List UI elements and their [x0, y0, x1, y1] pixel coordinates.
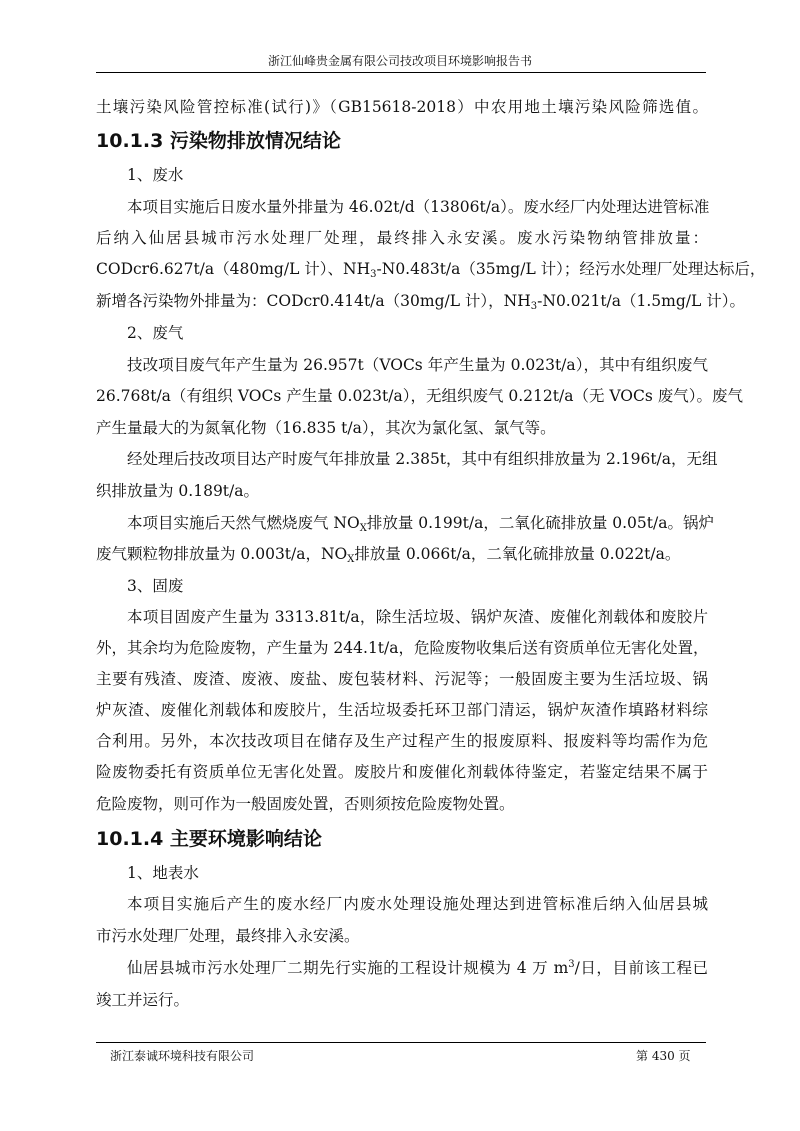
- paragraph-line: 技改项目废气年产生量为 26.957t（VOCs 年产生量为 0.023t/a），其中有组织废气: [127, 356, 708, 374]
- paragraph-line: 险废物委托有资质单位无害化处置。废胶片和废催化剂载体待鉴定，若鉴定结果不属于: [96, 763, 708, 781]
- subsection-label-wastewater: 1、废水: [127, 166, 184, 184]
- section-heading-10-1-3: 10.1.3 污染物排放情况结论: [96, 130, 341, 152]
- page-number: 第 430 页: [636, 1049, 691, 1063]
- paragraph-line: 后纳入仙居县城市污水处理厂处理，最终排入永安溪。废水污染物纳管排放量：: [96, 229, 708, 247]
- paragraph-line: 主要有残渣、废渣、废液、废盐、废包装材料、污泥等；一般固废主要为生活垃圾、锅: [96, 670, 708, 688]
- footer-company: 浙江泰诚环境科技有限公司: [110, 1049, 255, 1063]
- paragraph-line: 土壤污染风险管控标准(试行)》（GB15618-2018）中农用地土壤污染风险筛选值。: [96, 98, 708, 116]
- subsection-label-surface-water: 1、地表水: [127, 864, 199, 882]
- footer-divider: [96, 1042, 706, 1043]
- paragraph-line: 市污水处理厂处理，最终排入永安溪。: [96, 927, 360, 945]
- paragraph-line: 竣工并运行。: [96, 991, 190, 1009]
- paragraph-line: 合利用。另外，本次技改项目在储存及生产过程产生的报废原料、报废料等均需作为危: [96, 732, 708, 750]
- paragraph-line: 26.768t/a（有组织 VOCs 产生量 0.023t/a），无组织废气 0.212t/a（无 VOCs 废气）。废气: [96, 387, 744, 405]
- paragraph-line: 危险废物，则可作为一般固废处置，否则须按危险废物处置。: [96, 795, 515, 813]
- paragraph-line: 新增各污染物外排量为：CODcr0.414t/a（30mg/L 计），$NH_3-N0.021t/a(1.5mg/L$ 计）。: [96, 292, 745, 312]
- paragraph-line: 本项目实施后日废水量外排量为 46.02t/d（13806t/a）。废水经厂内处理达进管标准: [127, 198, 710, 216]
- subsection-label-solid-waste: 3、固废: [127, 577, 184, 595]
- paragraph-line: 本项目实施后产生的废水经厂内废水处理设施处理达到进管标准后纳入仙居县城: [127, 895, 708, 913]
- subsection-label-exhaust-gas: 2、废气: [127, 324, 184, 342]
- section-heading-10-1-4: 10.1.4 主要环境影响结论: [96, 828, 322, 850]
- paragraph-line: 本项目固废产生量为 3313.81t/a，除生活垃圾、锅炉灰渣、废催化剂载体和废胶片: [127, 608, 708, 626]
- running-header: 浙江仙峰贵金属有限公司技改项目环境影响报告书: [267, 54, 532, 68]
- paragraph-line: CODcr6.627t/a（480mg/L 计）、$NH_3-N0.483t/a(35mg/L$ 计）；经污水处理厂处理达标后，: [96, 260, 766, 280]
- paragraph-line: 外，其余均为危险废物，产生量为 244.1t/a，危险废物收集后送有资质单位无害化处置，: [96, 639, 709, 657]
- paragraph-line: 废气颗粒物排放量为 0.003t/a，$NO_X$排放量 0.066t/a，二氧化硫排放量 0.022t/a。: [96, 545, 681, 565]
- header-divider: [96, 72, 706, 73]
- paragraph-line: 炉灰渣、废催化剂载体和废胶片，生活垃圾委托环卫部门清运，锅炉灰渣作填路材料综: [96, 701, 708, 719]
- paragraph-line: 本项目实施后天然气燃烧废气 $NO_X$排放量 0.199t/a，二氧化硫排放量 0.05t/a。锅炉: [127, 514, 714, 534]
- paragraph-line: 产生量最大的为氮氧化物（16.835 t/a），其次为氯化氢、氯气等。: [96, 419, 556, 437]
- paragraph-line: 织排放量为 0.189t/a。: [96, 482, 259, 500]
- paragraph-line: 经处理后技改项目达产时废气年排放量 2.385t，其中有组织排放量为 2.196t/a，无组: [127, 450, 718, 468]
- paragraph-line: 仙居县城市污水处理厂二期先行实施的工程设计规模为 4 万 $m^3/$日，目前该工程已: [127, 959, 709, 977]
